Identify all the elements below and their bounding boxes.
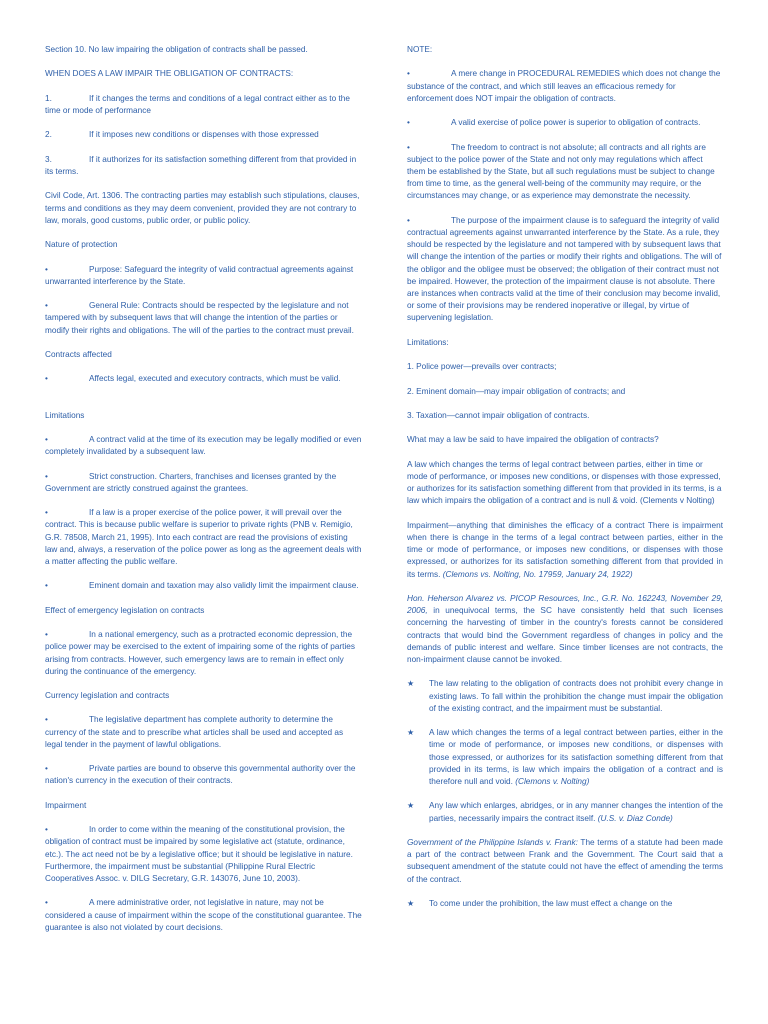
bullet-eminent-domain: • Eminent domain and taxation may also validly limit the impairment clause. [45, 581, 359, 591]
bullet-general-rule: • General Rule: Contracts should be respected by the legislature and not tampered with by subsequent laws that will change the intention of the parties or modify their rights and obligations. The will of the parties to the contract must prevail. [45, 301, 354, 335]
section-heading: Section 10. No law impairing the obligation of contracts shall be passed. [45, 45, 308, 54]
subheading-currency-legislation: Currency legislation and contracts [45, 691, 170, 701]
subheading-nature-of-protection: Nature of protection [45, 240, 118, 250]
star-icon: ★ [407, 801, 415, 811]
star-icon: ★ [407, 898, 415, 908]
numbered-item-1: 1. If it changes the terms and conditions of a legal contract either as to the time or mode of performance [45, 93, 350, 115]
bullet-national-emergency: • In a national emergency, such as a protracted economic depression, the police power may be exercised to the extent of impairing some of the rights of parties arising from contracts. However, such emergency laws are to remain in effect only during the continuance of the emergency. [45, 630, 355, 676]
impairment-definition: Impairment—anything that diminishes the efficacy of a contract There is impairment when there is change in the terms of a legal contract between parties, either in the time or mode of performance, or imposes new conditions, or dispenses with those expressed, or authorizes for its satisfaction something different from that provided in its terms. (Clemons vs. Nolting, No. 17959, January 24, 1922) [407, 520, 723, 579]
note-freedom-to-contract: • The freedom to contract is not absolute; all contracts and all rights are subject to the police power of the State and not only may regulations which affect them be established by the State, but all such regulations must be subject to change from time to time, as the general well-being of the community may require, or the circumstances may change, or as experience may demonstrate the necessity. [407, 142, 715, 201]
numbered-item-3: 3. If it authorizes for its satisfaction something different from that provided in its terms. [45, 154, 357, 176]
question-heading: WHEN DOES A LAW IMPAIR THE OBLIGATION OF CONTRACTS: [45, 69, 294, 79]
civil-code-paragraph: Civil Code, Art. 1306. The contracting parties may establish such stipulations, clauses, terms and conditions as they may deem convenient, provided they are not contrary to law, morals, good customs, public order, or public policy. [45, 191, 360, 225]
bullet-legislative-department: • The legislative department has complete authority to determine the currency of the state and to prescribe what articles shall be used and accepted as legal tender in the payment of lawful obligations. [45, 715, 344, 749]
answer-paragraph: A law which changes the terms of legal contract between parties, either in time or mode of performance, or imposes new conditions, or dispenses with those expressed, or authorizes for its satisfaction something different from that provided in its terms, is a law which impairs the obligation of a contract and is null & void. (Clements v Nolting) [407, 459, 722, 506]
subheading-impairment: Impairment [45, 800, 87, 810]
bullet-legislative-act: • In order to come within the meaning of the constitutional provision, the obligation of contract must be impaired by some legislative act (statute, ordinance, etc.). The act need not be by a legislative office; but it should be legislative in nature. Furthermore, the impairment must be substantial (Philippine Rural Electric Cooperatives Assoc. v. DILG Secretary, G.R. 143076, June 10, 2003). [45, 825, 353, 884]
star-item: ★ Any law which enlarges, abridges, or in any manner changes the intention of the parties, necessarily impairs the contract itself. (U.S. v. Diaz Conde) [407, 800, 723, 824]
subheading-contracts-affected: Contracts affected [45, 349, 112, 359]
star-item: ★ A law which changes the terms of a legal contract between parties, either in the time or mode of performance, or imposes new conditions, or dispenses with those expressed, or authorizes for its satisfaction something different from that provided in its terms, is law which impairs the obligation of a contract and is therefore null and void. (Clemons v. Nolting) [407, 727, 723, 788]
bullet-police-power: • If a law is a proper exercise of the police power, it will prevail over the contract. This is because public welfare is superior to private rights (PNB v. Remigio, G.R. 78508, March 21, 1995). Into each contract are read the provisions of existing law and, always, a reservation of the police power as long as the agreement deals with a matter affecting the public welfare. [45, 508, 362, 566]
subheading-emergency-legislation: Effect of emergency legislation on contracts [45, 605, 205, 615]
bullet-administrative-order: • A mere administrative order, not legislative in nature, may not be considered a cause of impairment within the scope of the constitutional guarantee. The guarantee is also not violated by court decisions. [45, 898, 362, 932]
limitation-taxation: 3. Taxation—cannot impair obligation of contracts. [407, 410, 590, 420]
star-item: ★ The law relating to the obligation of contracts does not prohibit every change in existing laws. To fall within the prohibition the change must impair the obligation of the existing contract, and the impairment must be substantial. [407, 678, 723, 715]
star-icon: ★ [407, 728, 415, 738]
note-procedural-remedies: • A mere change in PROCEDURAL REMEDIES which does not change the substance of the contract, and which still leaves an efficacious remedy for enforcement does NOT impair the obligation of contracts. [407, 69, 721, 103]
numbered-item-2: 2. If it imposes new conditions or dispenses with those expressed [45, 130, 319, 140]
note-heading: NOTE: [407, 45, 433, 54]
bullet-contract-valid: • A contract valid at the time of its execution may be legally modified or even completely invalidated by a subsequent law. [45, 434, 362, 457]
subheading-limitations: Limitations [45, 410, 85, 420]
right-column [407, 44, 723, 922]
bullet-strict-construction: • Strict construction. Charters, franchises and licenses granted by the Government are strictly construed against the grantees. [45, 471, 337, 493]
frank-case: Government of the Philippine Islands v. Frank: The terms of a statute had been made a part of the contract between Frank and the Government. The Court said that a subsequent amendment of the statute could not have the effect of amending the terms of the contract. [407, 837, 723, 884]
limitation-police-power: 1. Police power—prevails over contracts; [407, 362, 557, 372]
question-impaired: What may a law be said to have impaired the obligation of contracts? [407, 435, 659, 445]
alvarez-case: Hon. Heherson Alvarez vs. PICOP Resources, Inc., G.R. No. 162243, November 29, 2006, in unequivocal terms, the SC have consistently held that such licenses concerning the harvesting of timber in the country's forests cannot be considered contracts that would bind the Government regardless of changes in policy and the demands of public interest and welfare. Since timber licenses are not contracts, the non-impairment clause cannot be invoked. [407, 593, 723, 664]
left-column [45, 44, 362, 946]
note-impairment-purpose: • The purpose of the impairment clause is to safeguard the integrity of valid contractual agreements against unwarranted interference by the State. As a rule, they should be respected by the legislature and not tampered with by subsequent laws that will change the intention of the parties or modify their rights and obligations. The will of the obligor and the obligee must be observed; the obligation of their contract must not be impaired. However, the protection of the impairment clause is not absolute. There are instances when contracts valid at the time of their conclusion may become invalid, or some of their provisions may be rendered inoperative or illegal, by virtue of supervening legislation. [407, 215, 722, 323]
bullet-purpose: • Purpose: Safeguard the integrity of valid contractual agreements against unwarranted interference by the State. [45, 264, 354, 286]
star-item: ★ To come under the prohibition, the law must effect a change on the [407, 898, 723, 910]
limitations-heading: Limitations: [407, 337, 449, 347]
bullet-affects-contracts: • Affects legal, executed and executory contracts, which must be valid. [45, 374, 341, 384]
star-list [407, 678, 723, 824]
star-icon: ★ [407, 679, 415, 689]
note-police-power: • A valid exercise of police power is superior to obligation of contracts. [407, 118, 701, 128]
bullet-private-parties: • Private parties are bound to observe this governmental authority over the nation's currency in the execution of their contracts. [45, 764, 356, 786]
limitation-eminent-domain: 2. Eminent domain—may impair obligation of contracts; and [407, 386, 626, 396]
